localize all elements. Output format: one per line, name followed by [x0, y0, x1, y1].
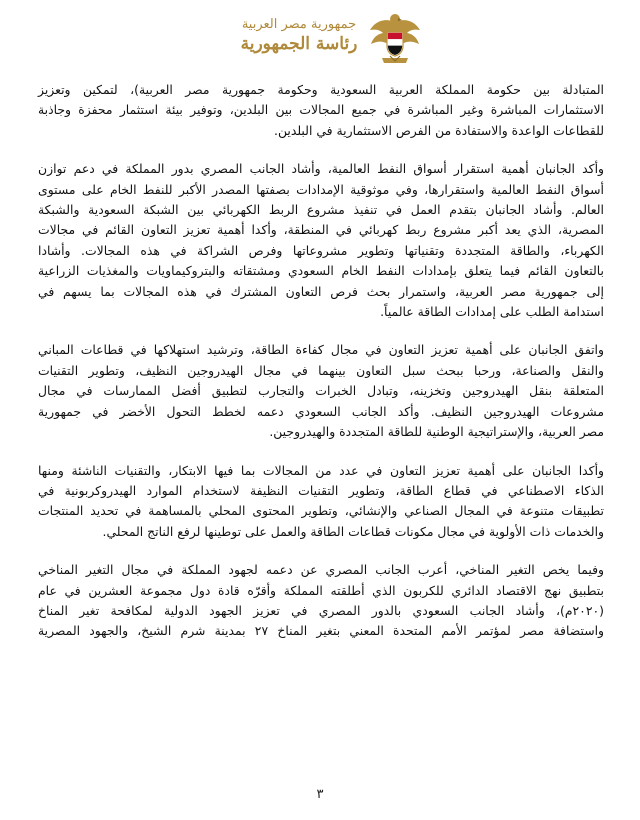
text-line: وأكدا الجانبان على أهمية تعزيز التعاون في عدد من المجالات بما فيها الابتكار، والتقنيات الناشئة ومنها: [38, 462, 604, 478]
paragraph-investment: [38, 80, 604, 141]
text-line: الذكاء الاصطناعي في قطاع الطاقة، وتطوير التقنيات النظيفة لاستخدام الموارد الهيدروكربونية في: [38, 482, 604, 498]
text-line: إلى جمهورية مصر العربية، واستمرار بحث فرص التعاون المشترك في هذه المجالات بما يسهم في: [38, 283, 604, 299]
text-line: مشروعات الهيدروجين النظيف. وأكد الجانب السعودي دعمه لخطط التحول الأخضر في جمهورية: [38, 403, 604, 419]
text-line: بالتعاون القائم فيما يتعلق بإمدادات النفط الخام السعودي ومشتقاته والبتروكيماويات والمغذيات الزراعية: [38, 263, 604, 279]
text-line: والنقل والصناعة، ورحبا ببحث سبل التعاون بينهما في مجال الهيدروجين النظيف، وتطوير التقنيات: [38, 362, 604, 378]
text-line: الاستثمارات المباشرة وغير المباشرة في جميع المجالات بين البلدين، وتوفير بيئة استثمار محفزة وجاذبة: [38, 102, 604, 118]
text-line: وأكد الجانبان أهمية استقرار أسواق النفط العالمية، وأشاد الجانب المصري بدور المملكة في دعم توازن: [38, 161, 604, 177]
text-line: استدامة الطلب على إمدادات الطاقة عالمياً.: [380, 304, 604, 320]
text-line: المتبادلة بين حكومة المملكة العربية السعودية وحكومة جمهورية مصر العربية)، لتمكين وتعزيز: [38, 82, 604, 97]
text-line: المصرية، الذي يعد أكبر مشروع ربط كهربائي في المنطقة، وأكدا أهمية تعزيز التعاون القائم في مجالات: [38, 222, 604, 238]
paragraph-oil-electricity: [38, 159, 604, 322]
text-line: للقطاعات الواعدة والاستفادة من الفرص الاستثمارية في البلدين.: [274, 122, 604, 138]
paragraph-energy-efficiency-hydrogen: [38, 340, 604, 442]
text-line: العالم. وأشاد الجانبان بتقدم العمل في تنفيذ مشروع الربط الكهربائي بين الشبكة السعودية والشبكة: [38, 202, 604, 218]
text-line: المتعلقة بنقل الهيدروجين وتخزينه، وتبادل الخبرات والتجارب لتطبيق أفضل الممارسات في مجال: [38, 383, 604, 399]
document-body: [38, 80, 604, 660]
paragraph-climate-change: [38, 560, 604, 642]
text-line: والخدمات ذات الأولوية في مجال مكونات قطاعات الطاقة والعمل على توطينها لرفع الناتج المحلي.: [102, 523, 604, 539]
presidency-header: [224, 6, 424, 70]
logo-line-presidency: رئاسة الجمهورية: [240, 34, 358, 54]
text-line: أسواق النفط العالمية واستقرارها، وفي موثوقية الإمدادات بصفتها المصدر الأكبر للنفط الخام على مستوى: [38, 181, 604, 197]
text-line: واستضافة مصر لمؤتمر الأمم المتحدة المعني بتغير المناخ ٢٧ بمدينة شرم الشيخ، والجهود المصرية: [38, 623, 605, 639]
text-line: تطبيقات متنوعة في المجال الصناعي والإنشائي، وتطوير المحتوى المحلي بالمساهمة في تحديد المنتجات: [38, 503, 604, 519]
text-line: (٢٠٢٠م)، وأشاد الجانب السعودي بالدور المصري في تعزيز الجهود الدولية لمكافحة تغير المناخ: [38, 602, 604, 618]
text-line: بتطبيق نهج الاقتصاد الدائري للكربون الذي أطلقته المملكة وأقرّه قادة دول مجموعة العشرين في عام: [38, 582, 604, 598]
text-line: الكهرباء، والطاقة المتجددة وتقنياتها وتطوير مشروعاتها وفرص الشراكة في هذه المجالات. وأشادا: [38, 242, 604, 258]
text-line: وفيما يخص التغير المناخي، أعرب الجانب المصري عن دعمه لجهود المملكة في مجال التغير المناخي: [38, 562, 604, 578]
logo-line-country: جمهورية مصر العربية: [241, 17, 357, 32]
paragraph-innovation: [38, 461, 604, 543]
eagle-emblem-icon: [366, 8, 424, 68]
text-line: مصر العربية، والإستراتيجية الوطنية للطاقة المتجددة والهيدروجين.: [269, 424, 604, 440]
page-number: ٣: [316, 787, 324, 802]
presidency-logo-text: [234, 16, 364, 55]
text-line: واتفق الجانبان على أهمية تعزيز التعاون في مجال كفاءة الطاقة، وترشيد استهلاكها في قطاعات المباني: [38, 342, 604, 358]
